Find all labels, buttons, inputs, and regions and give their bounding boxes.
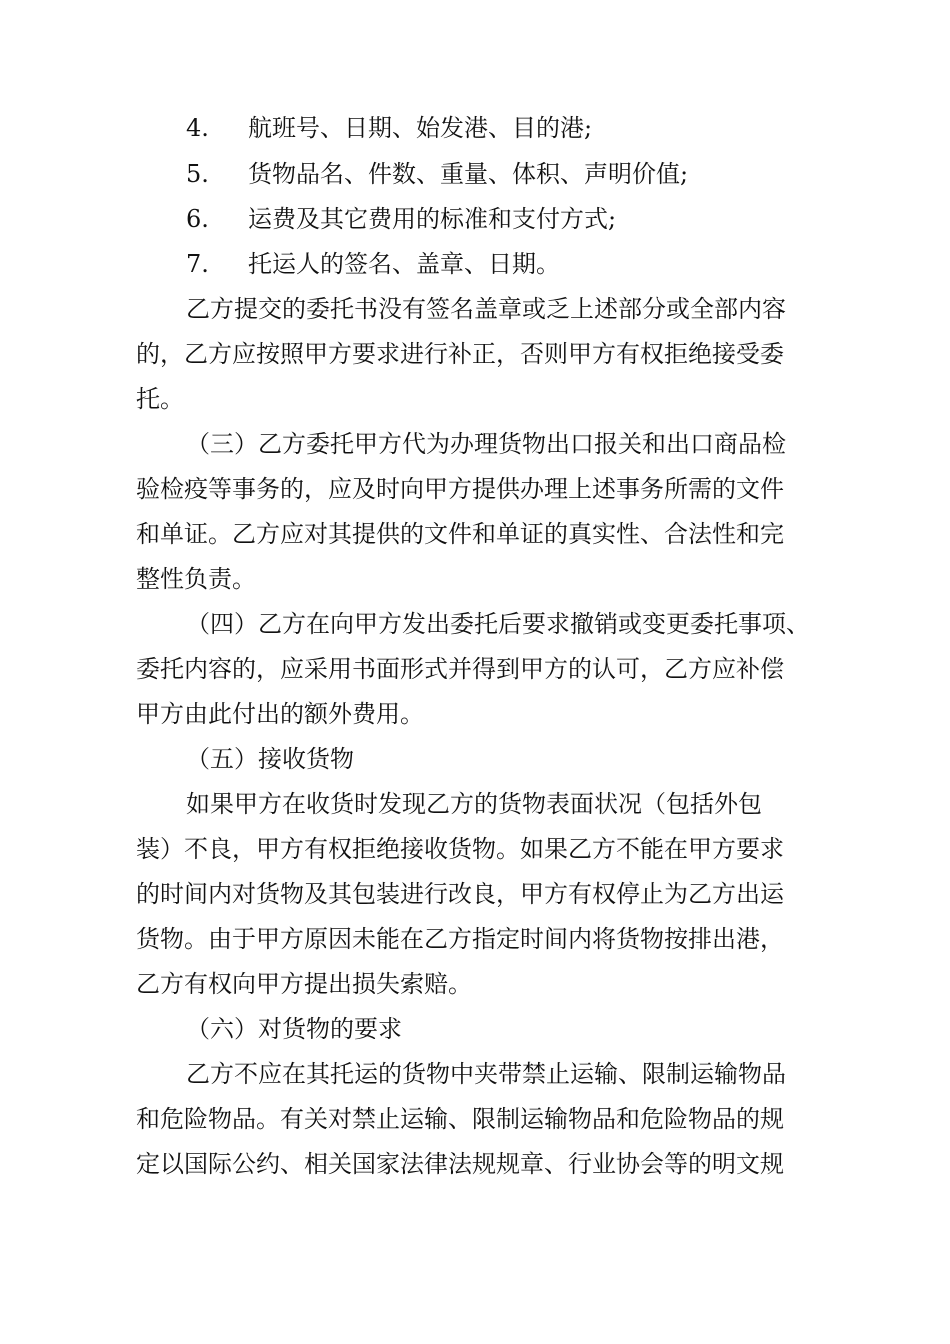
paragraph-line: 定以国际公约、相关国家法律法规规章、行业协会等的明文规 <box>136 1150 784 1178</box>
paragraph-line: 装）不良，甲方有权拒绝接收货物。如果乙方不能在甲方要求 <box>136 835 784 863</box>
paragraph-line: 和危险物品。有关对禁止运输、限制运输物品和危险物品的规 <box>136 1105 784 1133</box>
section-heading: （五）接收货物 <box>186 745 354 773</box>
paragraph-line: 整性负责。 <box>136 565 256 593</box>
list-number: 4. <box>186 114 209 142</box>
list-number: 7. <box>186 250 209 278</box>
list-text: 航班号、日期、始发港、目的港; <box>248 114 593 142</box>
paragraph-line: 如果甲方在收货时发现乙方的货物表面状况（包括外包 <box>186 790 762 818</box>
paragraph-line: （三）乙方委托甲方代为办理货物出口报关和出口商品检 <box>186 430 786 458</box>
list-number: 6. <box>186 205 209 233</box>
paragraph-line: 乙方提交的委托书没有签名盖章或乏上述部分或全部内容 <box>186 295 786 323</box>
paragraph-line: 货物。由于甲方原因未能在乙方指定时间内将货物按排出港， <box>136 925 784 953</box>
paragraph-line: 托。 <box>136 385 184 413</box>
paragraph-line: 甲方由此付出的额外费用。 <box>136 700 424 728</box>
paragraph-line: 的，乙方应按照甲方要求进行补正，否则甲方有权拒绝接受委 <box>136 340 784 368</box>
section-heading: （六）对货物的要求 <box>186 1015 402 1043</box>
paragraph-line: 乙方不应在其托运的货物中夹带禁止运输、限制运输物品 <box>186 1060 786 1088</box>
paragraph-line: 的时间内对货物及其包装进行改良，甲方有权停止为乙方出运 <box>136 880 784 908</box>
paragraph-line: （四）乙方在向甲方发出委托后要求撤销或变更委托事项、 <box>186 610 810 638</box>
list-text: 托运人的签名、盖章、日期。 <box>248 250 560 278</box>
list-text: 运费及其它费用的标准和支付方式; <box>248 205 617 233</box>
paragraph-line: 委托内容的，应采用书面形式并得到甲方的认可，乙方应补偿 <box>136 655 784 683</box>
paragraph-line: 乙方有权向甲方提出损失索赔。 <box>136 970 472 998</box>
list-text: 货物品名、件数、重量、体积、声明价值; <box>248 160 689 188</box>
list-number: 5. <box>186 160 209 188</box>
paragraph-line: 和单证。乙方应对其提供的文件和单证的真实性、合法性和完 <box>136 520 784 548</box>
paragraph-line: 验检疫等事务的，应及时向甲方提供办理上述事务所需的文件 <box>136 475 784 503</box>
